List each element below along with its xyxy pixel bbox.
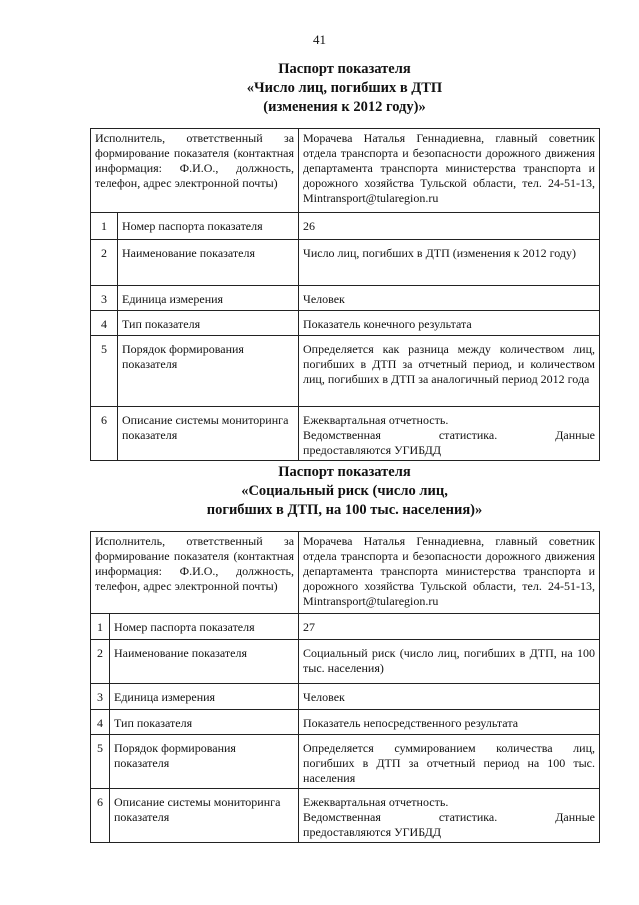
row-number: 2: [91, 640, 110, 684]
row-value: [299, 407, 600, 461]
executor-label: Исполнитель, ответственный за формирование показателя (контактная информация: Ф.И.О., должность, телефон, адрес электронной почты): [91, 129, 299, 213]
row-value: Определяется суммированием количества лиц, погибших в ДТП за отчетный период на 100 тыс. населения: [299, 735, 600, 789]
row-label: Номер паспорта показателя: [110, 614, 299, 640]
row-label: Описание системы мониторинга показателя: [118, 407, 299, 461]
row-number: 3: [91, 684, 110, 710]
passport-2-title-line-2: «Социальный риск (число лиц,: [241, 483, 448, 499]
monitor-line-2: [303, 810, 595, 825]
row-value: Социальный риск (число лиц, погибших в ДТП, на 100 тыс. населения): [299, 640, 600, 684]
monitor-line-2: [303, 428, 595, 443]
row-number: 2: [91, 240, 118, 286]
passport-1-title-line-1: Паспорт показателя: [278, 61, 411, 77]
table-row: [91, 614, 600, 640]
passport-2-title: [90, 463, 599, 520]
row-label: Единица измерения: [118, 286, 299, 311]
table-row: [91, 684, 600, 710]
monitor-word-3: Данные: [555, 428, 595, 442]
table-row: [91, 311, 600, 336]
executor-row: [91, 532, 600, 614]
monitor-word-2: статистика.: [438, 810, 498, 824]
executor-row: [91, 129, 600, 213]
monitor-word-1: Ведомственная: [303, 428, 381, 442]
passport-1-table: [90, 128, 600, 461]
monitor-line-1: Ежеквартальная отчетность.: [303, 795, 449, 809]
row-value: Определяется как разница между количеством лиц, погибших в ДТП за отчетный период, и количеством лиц, погибших в ДТП за аналогичный период 2012 года: [299, 336, 600, 407]
row-number: 6: [91, 789, 110, 843]
monitor-line-3: предоставляются УГИБДД: [303, 443, 442, 457]
passport-1-title: [90, 60, 599, 117]
table-row: [91, 735, 600, 789]
row-number: 5: [91, 735, 110, 789]
table-row: [91, 407, 600, 461]
row-label: Порядок формирования показателя: [110, 735, 299, 789]
row-value: 27: [299, 614, 600, 640]
table-row: [91, 240, 600, 286]
executor-label: Исполнитель, ответственный за формирование показателя (контактная информация: Ф.И.О., должность, телефон, адрес электронной почты): [91, 532, 299, 614]
table-row: [91, 336, 600, 407]
row-label: Тип показателя: [118, 311, 299, 336]
passport-2-table: [90, 531, 600, 843]
row-value: [299, 789, 600, 843]
row-value: Число лиц, погибших в ДТП (изменения к 2012 году): [299, 240, 600, 286]
monitor-line-1: Ежеквартальная отчетность.: [303, 413, 449, 427]
table-row: [91, 213, 600, 240]
passport-1-title-line-2: «Число лиц, погибших в ДТП: [246, 80, 443, 96]
row-label: Тип показателя: [110, 710, 299, 735]
row-label: Единица измерения: [110, 684, 299, 710]
row-label: Наименование показателя: [118, 240, 299, 286]
row-value: Показатель непосредственного результата: [299, 710, 600, 735]
row-value: Человек: [299, 684, 600, 710]
row-label: Номер паспорта показателя: [118, 213, 299, 240]
executor-value: Морачева Наталья Геннадиевна, главный советник отдела транспорта и безопасности дорожного движения департамента транспорта министерства транспорта и дорожного хозяйства Тульской области, тел. 24-51-13, Mintransport@tularegion.ru: [299, 532, 600, 614]
row-number: 3: [91, 286, 118, 311]
table-row: [91, 789, 600, 843]
row-number: 4: [91, 710, 110, 735]
monitor-line-3: предоставляются УГИБДД: [303, 825, 442, 839]
row-number: 1: [91, 213, 118, 240]
row-number: 1: [91, 614, 110, 640]
row-label: Порядок формирования показателя: [118, 336, 299, 407]
row-number: 5: [91, 336, 118, 407]
row-label: Описание системы мониторинга показателя: [110, 789, 299, 843]
row-value: 26: [299, 213, 600, 240]
row-value: Человек: [299, 286, 600, 311]
executor-value: Морачева Наталья Геннадиевна, главный советник отдела транспорта и безопасности дорожного движения департамента транспорта министерства транспорта и дорожного хозяйства Тульской области, тел. 24-51-13, Mintransport@tularegion.ru: [299, 129, 600, 213]
row-label: Наименование показателя: [110, 640, 299, 684]
table-row: [91, 710, 600, 735]
table-row: [91, 286, 600, 311]
row-number: 6: [91, 407, 118, 461]
passport-2-title-line-3: погибших в ДТП, на 100 тыс. населения)»: [206, 502, 483, 518]
page-number: 41: [313, 32, 326, 47]
row-number: 4: [91, 311, 118, 336]
row-value: Показатель конечного результата: [299, 311, 600, 336]
passport-1-title-line-3: (изменения к 2012 году)»: [263, 99, 426, 115]
monitor-word-1: Ведомственная: [303, 810, 381, 824]
table-row: [91, 640, 600, 684]
monitor-word-2: статистика.: [438, 428, 498, 442]
monitor-word-3: Данные: [555, 810, 595, 824]
passport-2-title-line-1: Паспорт показателя: [278, 464, 411, 480]
